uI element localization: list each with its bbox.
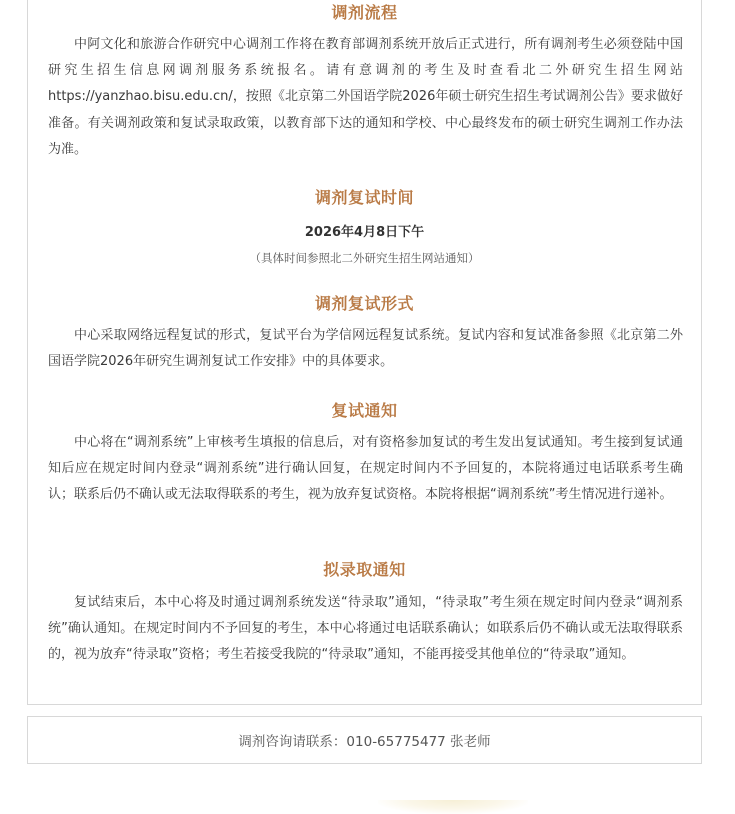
contact-box: [27, 716, 702, 764]
section-title-time: 调剂复试时间: [314, 188, 414, 207]
section-body-process: 中阿文化和旅游合作研究中心调剂工作将在教育部调剂系统开放后正式进行，所有调剂考生必须登陆中国研究生招生信息网调剂服务系统报名。请有意调剂的考生及时查看北二外研究生招生网站https://yanzhao.bisu.edu.cn/，按照《北京第二外国语学院2026年硕士研究生招生考试调剂公告》要求做好准备。有关调剂政策和复试录取政策，以教育部下达的通知和学校、中心最终发布的硕士研究生调剂工作办法为准。: [48, 37, 683, 157]
section-title-notice: 复试通知: [331, 401, 398, 420]
contact-text: 调剂咨询请联系：010-65775477 张老师: [238, 734, 491, 750]
content-card: [27, 0, 702, 705]
decorative-glow: [378, 800, 528, 814]
section-body-admission: 复试结束后，本中心将及时通过调剂系统发送“待录取”通知，“待录取”考生须在规定时间内登录“调剂系统”确认通知。在规定时间内不予回复的考生，本中心将通过电话联系确认；如联系后仍不确认或无法取得联系的，视为放弃“待录取”资格；考生若接受我院的“待录取”通知，不能再接受其他单位的“待录取”通知。: [48, 595, 683, 663]
section-title-admission: 拟录取通知: [323, 560, 406, 579]
section-title-format: 调剂复试形式: [314, 294, 414, 313]
section-body-notice: 中心将在“调剂系统”上审核考生填报的信息后，对有资格参加复试的考生发出复试通知。考生接到复试通知后应在规定时间内登录“调剂系统”进行确认回复，在规定时间内不予回复的，本院将通过电话联系考生确认；联系后仍不确认或无法取得联系的考生，视为放弃复试资格。本院将根据“调剂系统”考生情况进行递补。: [48, 435, 683, 503]
section-body-format: 中心采取网络远程复试的形式，复试平台为学信网远程复试系统。复试内容和复试准备参照《北京第二外国语学院2026年研究生调剂复试工作安排》中的具体要求。: [48, 328, 683, 370]
interview-date: 2026年4月8日下午: [304, 225, 425, 240]
section-title-process: 调剂流程: [331, 3, 398, 22]
interview-date-note: （具体时间参照北二外研究生招生网站通知）: [249, 251, 480, 265]
